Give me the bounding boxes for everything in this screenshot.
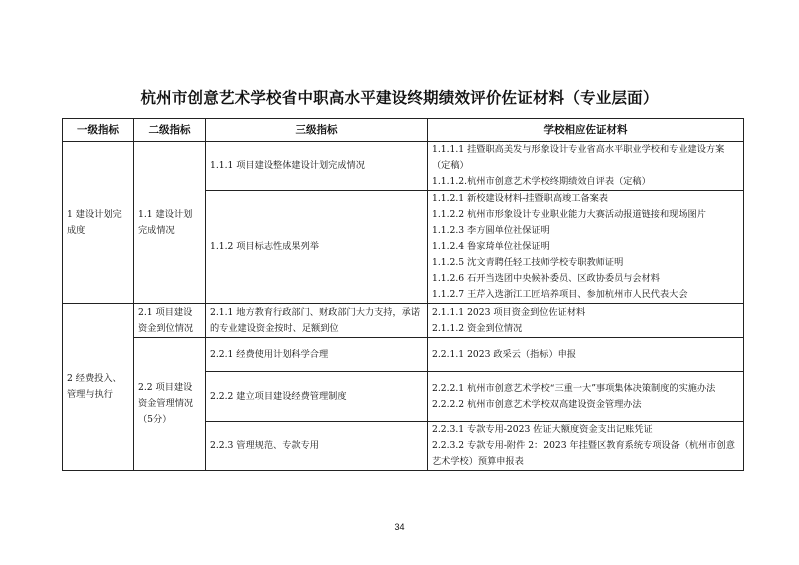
evidence-item: 2.2.2.1 杭州市创意艺术学校“三重一大”事项集体决策制度的实施办法 [432,382,716,394]
level1-cell: 2 经费投入、管理与执行 [63,304,134,471]
level2-cell: 1.1 建设计划完成情况 [134,142,206,304]
evidence-cell [428,304,744,338]
header-level1: 一级指标 [63,119,134,142]
level2-cell: 2.1 项目建设资金到位情况 [134,304,206,338]
evidence-item: 2.2.2.2 杭州市创意艺术学校双高建设资金管理办法 [432,398,642,410]
table-row [63,304,744,338]
level2-cell: 2.2 项目建设资金管理情况（5分） [134,338,206,471]
table-header-row [63,119,744,142]
evidence-cell [428,142,744,191]
evidence-item: 2.2.3.2 专款专用-附件 2：2023 年挂暨区教育系统专项设备（杭州市创意艺术学校）预算申报表 [432,440,735,467]
header-evidence: 学校相应佐证材料 [428,119,744,142]
evidence-item: 1.1.2.1 新校建设材料-挂暨职高竣工备案表 [432,193,608,204]
evidence-item: 2.2.1.1 2023 政采云（指标）申报 [432,348,577,360]
evidence-cell [428,338,744,372]
evidence-item: 1.1.1.1 挂暨职高美发与形象设计专业省高水平职业学校和专业建设方案（定稿） [432,144,725,171]
evidence-item: 2.2.3.1 专款专用-2023 佐证大额度资金支出记账凭证 [432,424,653,435]
evidence-cell [428,422,744,471]
level3-cell: 1.1.2 项目标志性成果列举 [206,191,428,304]
evidence-cell [428,372,744,422]
level3-cell: 1.1.1 项目建设整体建设计划完成情况 [206,142,428,191]
level3-cell: 2.1.1 地方教育行政部门、财政部门大力支持，承诺的专业建设资金按时、足额到位 [206,304,428,338]
evidence-item: 1.1.2.3 李方圆单位社保证明 [432,225,550,236]
evidence-item: 1.1.2.7 王芹入选浙江工匠培养项目、参加杭州市人民代表大会 [432,289,688,300]
level3-cell: 2.2.3 管理规范、专款专用 [206,422,428,471]
level3-cell: 2.2.2 建立项目建设经费管理制度 [206,372,428,422]
evidence-item: 2.1.1.1 2023 项目资金到位佐证材料 [432,306,586,318]
evidence-item: 1.1.1.2.杭州市创意艺术学校终期绩效自评表（定稿） [432,176,651,187]
level3-cell: 2.2.1 经费使用计划科学合理 [206,338,428,372]
document-title: 杭州市创意艺术学校省中职高水平建设终期绩效评价佐证材料（专业层面） [140,89,659,107]
level1-cell: 1 建设计划完成度 [63,142,134,304]
evidence-cell [428,191,744,304]
table-row [63,338,744,372]
page-number: 34 [394,522,405,532]
evidence-item: 1.1.2.4 鲁家琦单位社保证明 [432,241,550,252]
header-level3: 三级指标 [206,119,428,142]
evidence-table [62,118,744,471]
evidence-item: 1.1.2.2 杭州市形象设计专业职业能力大赛活动报道链接和现场图片 [432,209,706,220]
evidence-item: 2.1.1.2 资金到位情况 [432,322,523,334]
table-row [63,142,744,191]
evidence-item: 1.1.2.6 石开当选团中央候补委员、区政协委员与会材料 [432,273,660,284]
evidence-item: 1.1.2.5 沈文青聘任轻工技师学校专职教师证明 [432,257,624,268]
header-level2: 二级指标 [134,119,206,142]
